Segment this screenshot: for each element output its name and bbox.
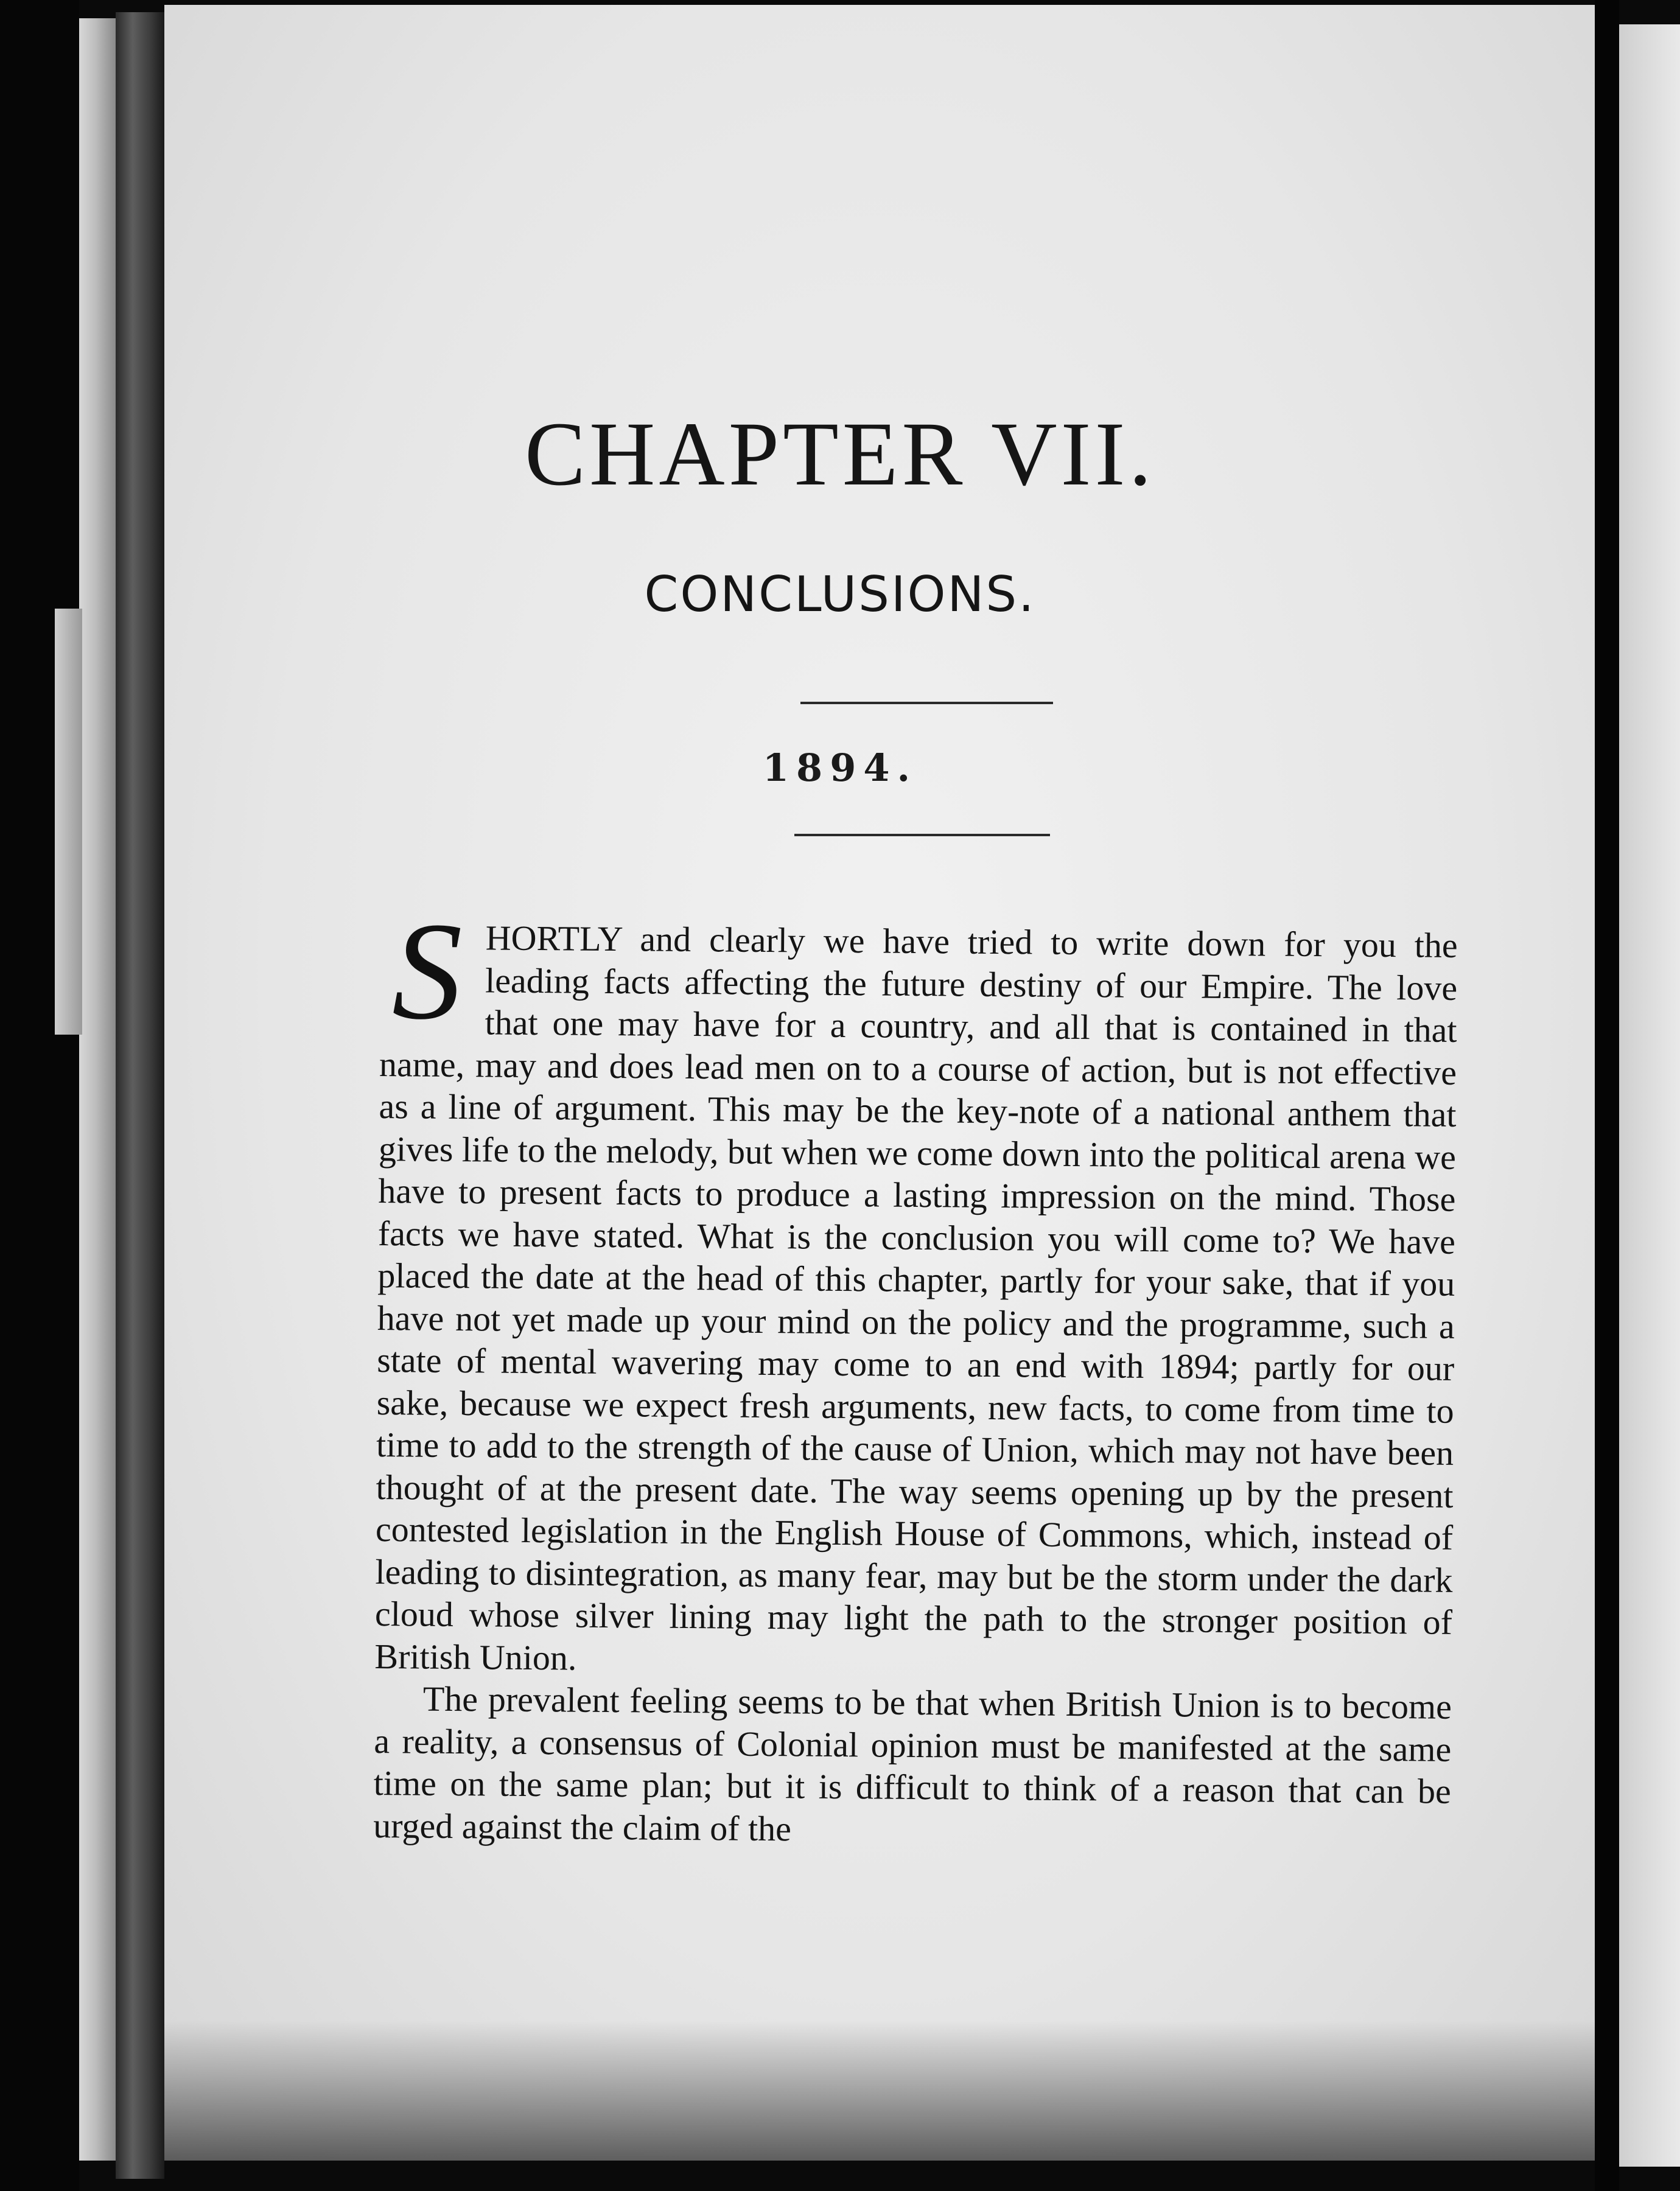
divider-rule-top — [800, 702, 1053, 704]
drop-cap: S — [391, 893, 463, 1049]
paragraph-1 — [374, 893, 1458, 1686]
scan-background — [0, 0, 79, 2191]
paragraph-2: The prevalent feeling seems to be that when British Union is to become a reality, a consensus of Colonial opinion must be manifested at the same time on the same plan; but it is difficult to think of a reason that can be urged against the claim of the — [373, 1679, 1452, 1848]
paragraph-1-text: HORTLY and clearly we have tried to write down for you the leading facts affecting the future destiny of our Empire. The love that one may have for a country, and all that is contained in that name, may and does lead men on to a course of action, but is not effective as a line of argument. This may be the key-note of a national anthem that gives life to the melody, but when we come down into the political arena we have to present facts to produce a lasting impression on the mind. Those facts we have stated. What is the conclusion you will come to? We have placed the date at the head of this chapter, partly for your sake, that if you have not yet made up your mind on the policy and the programme, such a state of mental wavering may come to an end with 1894; partly for our sake, because we expect fresh arguments, new facts, to come from time to time to add to the strength of the cause of Union, which may not have been thought of at the present date. The way seems opening up by the present contested legislation in the English House of Commons, which, instead of leading to disintegration, as many fear, may but be the storm under the dark cloud whose silver lining may light the path to the stronger position of British Union. — [374, 918, 1458, 1678]
divider-rule-bottom — [794, 834, 1050, 836]
facing-page-edge — [1619, 24, 1680, 2167]
book-edge — [79, 18, 116, 2161]
chapter-body — [373, 893, 1458, 1855]
water-stain — [164, 2021, 1595, 2161]
chapter-subtitle: CONCLUSIONS. — [644, 566, 1036, 623]
chapter-title: CHAPTER VII. — [525, 404, 1155, 505]
page-tab — [55, 609, 82, 1035]
gutter — [1595, 0, 1619, 2191]
chapter-year: 1894. — [762, 746, 918, 790]
book-binding — [116, 12, 164, 2179]
